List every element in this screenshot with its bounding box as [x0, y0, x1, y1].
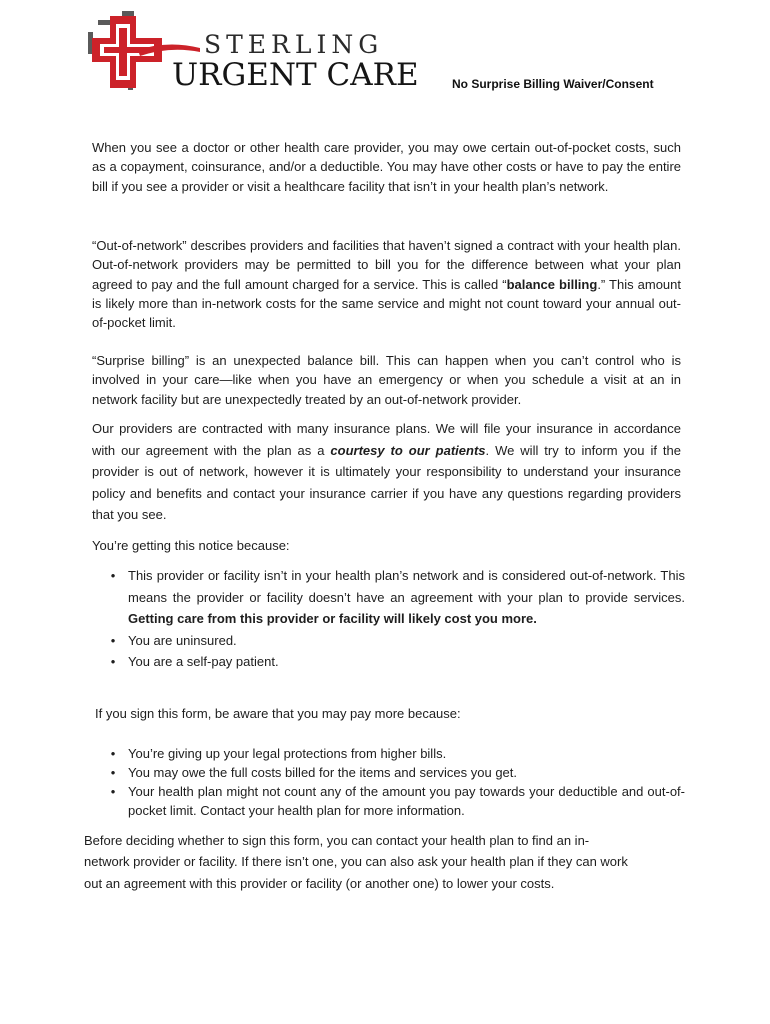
reason-text: You are a self-pay patient. [128, 654, 279, 670]
reason-text: You are uninsured. [128, 632, 237, 648]
list-item [104, 763, 685, 782]
document-title: No Surprise Billing Waiver/Consent [452, 77, 654, 91]
sign-reason-text: You’re giving up your legal protections from higher bills. [128, 746, 447, 761]
sterling-urgent-care-logo [88, 10, 419, 93]
paragraph-closing: Before deciding whether to sign this form, you can contact your health plan to find an in-network provider or facility. If there isn’t one, you can also ask your health plan if they can work out an agreement with this provider or facility (or another one) to lower your costs. [84, 833, 628, 891]
logo-name-line1: STERLING [204, 30, 384, 59]
sign-reason-text: Your health plan might not count any of the amount you pay towards your deductible and out-of-pocket limit. Contact your health plan for more information. [128, 784, 685, 818]
paragraph-costs-intro: When you see a doctor or other health care provider, you may owe certain out-of-pocket costs, such as a copayment, coinsurance, and/or a deductible. You may have other costs or have to pay the entire bill if you see a provider or visit a healthcare facility that isn’t in your health plan’s network. [92, 140, 681, 194]
reason-bold-text: Getting care from this provider or facility will likely cost you more. [128, 611, 537, 627]
p2-text-b: .” This amount is likely more than in-network costs for the same service and might not count toward your annual out-of-pocket limit. [92, 276, 681, 331]
list-item [104, 782, 685, 820]
notice-reasons-list [104, 565, 685, 673]
bullet-icon: • [110, 568, 116, 583]
bullet-icon: • [110, 746, 116, 761]
bullet-icon: • [110, 654, 116, 670]
paragraph-surprise-billing: “Surprise billing” is an unexpected balance bill. This can happen when you can’t control who is involved in your care—like when you have an emergency or when you schedule a visit at an in network facility but are unexpectedly treated by an out-of-network provider. [92, 353, 681, 407]
notice-intro: You’re getting this notice because: [92, 538, 290, 553]
bullet-icon: • [110, 765, 116, 780]
p2-text-a: “Out-of-network” describes providers and facilities that haven’t signed a contract with your health plan. Out-of-network providers may be permitted to bill you for the difference between what your plan agreed to pay and the full amount charged for a service. This is called “ [92, 238, 681, 292]
list-item [104, 565, 685, 630]
paragraph-providers-contracted [92, 418, 681, 526]
p4-text-b: . We will try to inform you if the provider is out of network, however it is ultimately your responsibility to understand your insurance policy and benefits and contact your insurance carrier if you have any questions regarding providers that you see. [92, 442, 681, 523]
sign-reason-text: You may owe the full costs billed for the items and services you get. [128, 765, 517, 780]
p4-text-a: Our providers are contracted with many insurance plans. We will file your insurance in accordance with our agreement with the plan as a [92, 421, 681, 458]
sign-reasons-list [104, 744, 685, 820]
list-item [104, 744, 685, 763]
p2-bold-term: balance billing [506, 276, 598, 292]
bullet-icon: • [110, 784, 116, 799]
list-item [104, 651, 685, 673]
logo-name-line2: URGENT CARE [172, 57, 419, 93]
p4-emphasis: courtesy to our patients [330, 442, 486, 458]
reason-text: This provider or facility isn’t in your health plan’s network and is considered out-of-network. This means the provider or facility doesn’t have an agreement with your plan to provide services. [128, 568, 685, 605]
sign-intro: If you sign this form, be aware that you may pay more because: [95, 706, 461, 721]
paragraph-out-of-network [92, 236, 681, 332]
bullet-icon: • [110, 632, 116, 648]
list-item [104, 630, 685, 652]
